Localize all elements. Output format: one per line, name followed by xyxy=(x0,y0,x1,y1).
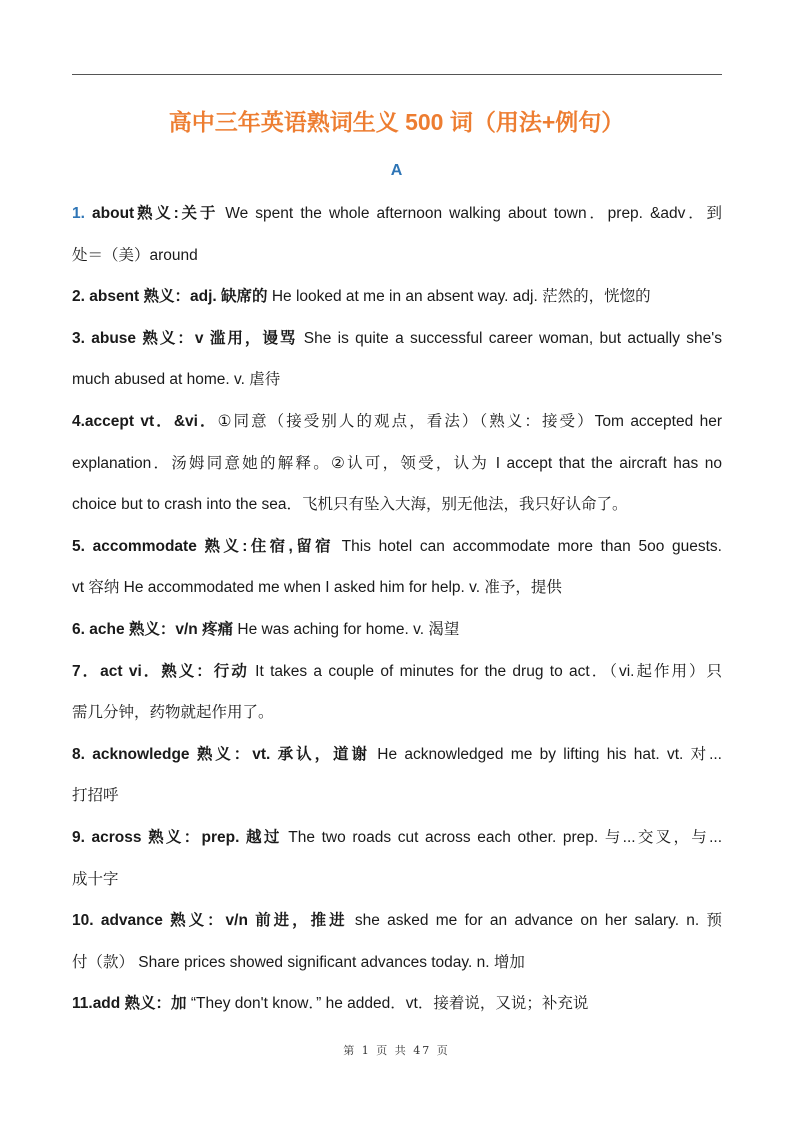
entry-line xyxy=(72,651,722,693)
entry-line xyxy=(72,276,722,318)
entry-headword: 11.add 熟义：加 xyxy=(72,995,187,1013)
entry-line xyxy=(72,567,722,609)
entry-headword: 2. absent 熟义：adj. 缺席的 xyxy=(72,288,268,306)
entry-headword: about熟义:关于 xyxy=(92,205,219,222)
entry-text: He acknowledged me by lifting his hat. vt. 对... xyxy=(370,745,722,763)
entry-text: much abused at home. v. 虐待 xyxy=(72,371,281,389)
entry-text: The two roads cut across each other. prep. 与...交叉，与... xyxy=(281,828,722,846)
entry-line xyxy=(72,484,722,526)
vocab-entry xyxy=(72,318,722,401)
entry-text: she asked me for an advance on her salary. n. 预 xyxy=(347,912,722,930)
vocab-entry xyxy=(72,817,722,900)
entry-text: 需几分钟，药物就起作用了。 xyxy=(72,704,274,722)
vocab-entry xyxy=(72,276,722,318)
entry-text: She is quite a successful career woman, but actually she's xyxy=(297,329,722,347)
entry-headword: 8. acknowledge 熟义：vt. 承认，道谢 xyxy=(72,745,371,763)
entry-line xyxy=(72,443,722,485)
entry-text: 成十字 xyxy=(72,870,119,888)
entry-text: ①同意（接受别人的观点，看法）（熟义：接受）Tom accepted her xyxy=(217,412,722,430)
entry-line xyxy=(72,235,722,277)
vocab-entry xyxy=(72,609,722,651)
entry-line xyxy=(72,817,722,859)
entry-text: 付（款） Share prices showed significant advances today. n. 增加 xyxy=(72,953,525,971)
entry-line xyxy=(72,526,722,568)
entry-line xyxy=(72,734,722,776)
entry-headword: 9. across 熟义：prep. 越过 xyxy=(72,828,282,846)
entry-text: 打招呼 xyxy=(72,787,119,805)
vocab-entry xyxy=(72,401,722,526)
entry-headword: 7．act vi．熟义：行动 xyxy=(72,662,249,680)
vocab-entry xyxy=(72,526,722,609)
section-letter: A xyxy=(390,162,403,179)
entry-text: explanation．汤姆同意她的解释。②认可，领受，认为 I accept that the aircraft has no xyxy=(72,454,722,472)
entry-headword: 3. abuse 熟义：v 滥用，谩骂 xyxy=(72,329,298,347)
entry-text: choice but to crash into the sea．飞机只有坠入大海，别无他法，我只好认命了。 xyxy=(72,496,628,514)
entry-text: This hotel can accommodate more than 5oo guests. xyxy=(333,537,722,555)
entry-line xyxy=(72,942,722,984)
vocab-entry xyxy=(72,900,722,983)
entry-line xyxy=(72,859,722,901)
entry-text: He was aching for home. v. 渴望 xyxy=(233,620,460,638)
vocab-entry xyxy=(72,983,722,1025)
entry-headword: 10. advance 熟义：v/n 前进，推进 xyxy=(72,912,348,930)
vocab-entry xyxy=(72,193,722,276)
vocab-entry xyxy=(72,651,722,734)
entry-line xyxy=(72,193,722,235)
vocabulary-entries xyxy=(72,193,722,1025)
entry-headword: 4.accept vt．&vi． xyxy=(72,412,218,430)
entry-line xyxy=(72,359,722,401)
entry-text: 处＝（美）around xyxy=(72,246,198,264)
entry-headword: 1. xyxy=(72,205,93,222)
vocab-entry xyxy=(72,734,722,817)
entry-headword: 5. accommodate 熟义:住宿,留宿 xyxy=(72,537,334,555)
entry-text: vt 容纳 He accommodated me when I asked him for help. v. 准予，提供 xyxy=(72,579,562,597)
page-footer: 第 1 页 共 47 页 xyxy=(343,1044,450,1057)
entry-line xyxy=(72,900,722,942)
header-rule xyxy=(72,74,722,75)
entry-line xyxy=(72,775,722,817)
document-title: 高中三年英语熟词生义 500 词（用法+例句） xyxy=(168,109,625,135)
entry-text: He looked at me in an absent way. adj. 茫然的，恍惚的 xyxy=(267,288,651,306)
entry-text: “They don't know．” he added．vt．接着说，又说；补充说 xyxy=(186,995,589,1013)
entry-line xyxy=(72,401,722,443)
entry-line xyxy=(72,318,722,360)
entry-headword: 6. ache 熟义：v/n 疼痛 xyxy=(72,620,234,638)
entry-text: It takes a couple of minutes for the drug to act．（vi.起作用）只 xyxy=(248,662,722,680)
entry-line xyxy=(72,983,722,1025)
entry-text: We spent the whole afternoon walking about town．prep. &adv．到 xyxy=(218,205,722,222)
entry-line xyxy=(72,692,722,734)
entry-line xyxy=(72,609,722,651)
